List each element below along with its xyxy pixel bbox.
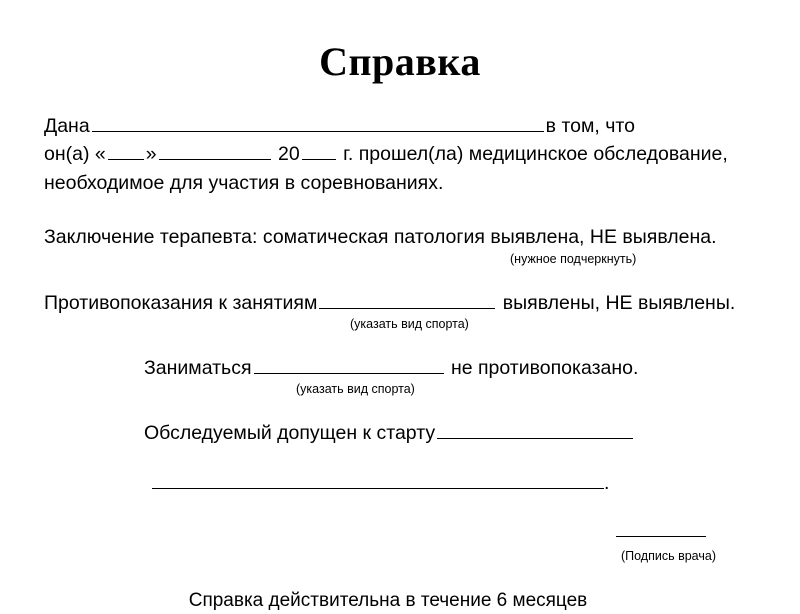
date-prefix: он(а) « — [44, 143, 106, 166]
practice-prefix: Заниматься — [144, 356, 252, 379]
admission-line — [44, 419, 756, 447]
signature-fill-line[interactable] — [616, 518, 706, 538]
intro-line-2 — [44, 140, 756, 168]
conclusion-text: Заключение терапевта: соматическая патология выявлена, НЕ выявлена. — [44, 225, 717, 248]
date-quote-close: » — [145, 143, 157, 166]
day-fill-line[interactable] — [108, 141, 144, 161]
month-fill-line[interactable] — [159, 141, 271, 161]
practice-line — [44, 354, 756, 382]
contra-sport-fill-line[interactable] — [319, 289, 495, 309]
admission-fill-line[interactable] — [437, 419, 633, 439]
intro-line-3: необходимое для участия в соревнованиях. — [44, 171, 444, 194]
contra-suffix: выявлены, НЕ выявлены. — [502, 291, 736, 314]
free-text-line — [44, 469, 756, 497]
conclusion-hint: (нужное подчеркнуть) — [510, 252, 637, 267]
intro-line-1 — [44, 112, 756, 140]
name-fill-line[interactable] — [92, 112, 544, 132]
contra-prefix: Противопоказания к занятиям — [44, 291, 318, 314]
admission-text: Обследуемый допущен к старту — [144, 421, 436, 444]
free-text-fill-line[interactable] — [152, 470, 604, 490]
page-title: Справка — [319, 39, 481, 84]
contra-hint: (указать вид спорта) — [350, 317, 469, 332]
year-prefix: 20 — [278, 143, 300, 166]
year-fill-line[interactable] — [302, 141, 336, 161]
signature-row — [44, 517, 756, 545]
contra-line — [44, 289, 756, 317]
validity-footer: Справка действительна в течение 6 месяцев — [188, 589, 588, 611]
practice-hint: (указать вид спорта) — [296, 382, 415, 397]
date-tail: г. прошел(ла) медицинское обследование, — [343, 143, 728, 166]
signature-hint: (Подпись врача) — [620, 548, 716, 563]
certificate-document — [0, 39, 800, 611]
given-label: Дана — [44, 115, 90, 137]
practice-suffix: не противопоказано. — [450, 356, 639, 379]
free-text-period: . — [604, 472, 610, 495]
practice-sport-fill-line[interactable] — [254, 354, 444, 374]
given-tail: в том, что — [545, 115, 635, 137]
document-body — [0, 112, 800, 614]
